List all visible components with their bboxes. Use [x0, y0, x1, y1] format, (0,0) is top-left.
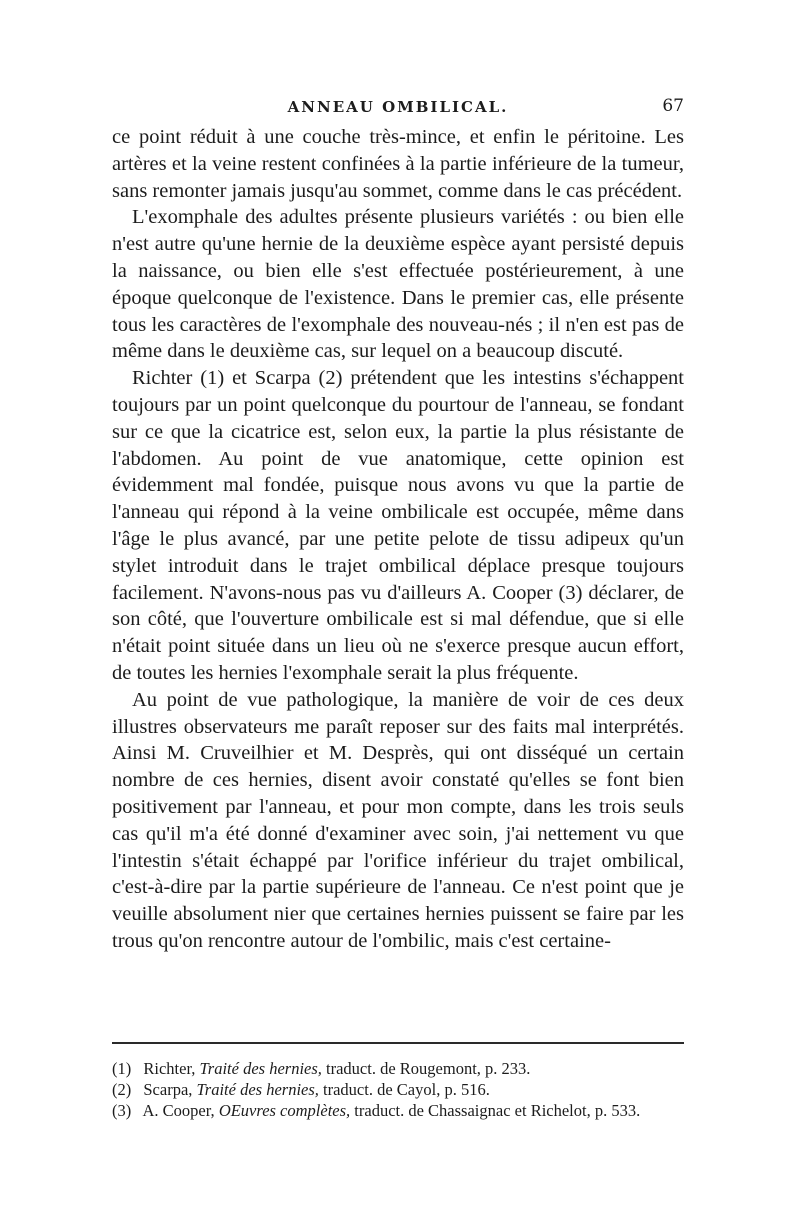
paragraph-2: L'exomphale des adultes présente plusieurs variétés : ou bien elle n'est autre qu'une hernie de la deuxième espèce ayant persisté depuis la naissance, ou bien elle s'est effectuée postérieurement, à une époque quelconque de l'existence. Dans le premier cas, elle présente tous les caractères de l'exomphale des nouveau-nés ; il n'en est pas de même dans le deuxième cas, sur lequel on a beaucoup discuté.	[112, 206, 684, 363]
paragraph-4: Au point de vue pathologique, la manière de voir de ces deux illustres observateurs me paraît reposer sur des faits mal interprétés. Ainsi M. Cruveilhier et M. Desprès, qui ont disséqué un certain nombre de ces hernies, disent avoir constaté qu'elles se font bien positivement par l'anneau, et pour mon compte, dans les trois seuls cas qu'il m'a été donné d'examiner avec soin, j'ai nettement vu que l'intestin s'était échappé par l'orifice inférieur du trajet ombilical, c'est-à-dire par la partie supérieure de l'anneau. Ce n'est point que je veuille absolument nier que certaines hernies puissent se faire par les trous qu'on rencontre autour de l'ombilic, mais c'est certaine-	[112, 688, 684, 952]
footnote-author: Scarpa,	[143, 1080, 193, 1099]
footnote-number: (1)	[112, 1059, 132, 1078]
footnote-number: (3)	[112, 1101, 132, 1120]
footnote-title: Traité des hernies,	[196, 1080, 319, 1099]
footnote-1	[112, 1058, 684, 1079]
footnote-title: Traité des hernies,	[199, 1059, 322, 1078]
footnote-3	[112, 1100, 684, 1121]
running-title: ANNEAU OMBILICAL.	[287, 98, 509, 116]
page-number: 67	[662, 96, 684, 116]
footnote-title: OEuvres complètes,	[218, 1101, 351, 1120]
footnotes	[112, 1058, 684, 1121]
footnote-2	[112, 1079, 684, 1100]
footnote-reference: traduct. de Chassaignac et Richelot, p. 533.	[354, 1101, 641, 1120]
footnote-reference: traduct. de Rougemont, p. 233.	[326, 1059, 531, 1078]
footnote-rule	[112, 1042, 684, 1044]
paragraph-3: Richter (1) et Scarpa (2) prétendent que les intestins s'échappent toujours par un point quelconque du pourtour de l'anneau, se fondant sur ce que la cicatrice est, selon eux, la partie la plus résistante de l'abdomen. Au point de vue anatomique, cette opinion est évidemment mal fondée, puisque nous avons vu que la partie de l'anneau qui répond à la veine ombilicale est occupée, même dans l'âge le plus avancé, par une petite pelote de tissu adipeux qu'un stylet introduit dans le trajet ombilical déplace presque toujours facilement. N'avons-nous pas vu d'ailleurs A. Cooper (3) déclarer, de son côté, que l'ouverture ombilicale est si mal défendue, que si elle n'était point située dans un lieu où ne s'exerce presque aucun effort, de toutes les hernies l'exomphale serait la plus fréquente.	[112, 367, 684, 684]
footnote-reference: traduct. de Cayol, p. 516.	[323, 1080, 490, 1099]
running-head	[112, 96, 684, 120]
footnote-author: A. Cooper,	[142, 1101, 215, 1120]
paragraph-1: ce point réduit à une couche très-mince, et enfin le péritoine. Les artères et la veine restent confinées à la partie inférieure de la tumeur, sans remonter jamais jusqu'au sommet, comme dans le cas précédent.	[112, 126, 684, 202]
footnote-number: (2)	[112, 1080, 132, 1099]
footnote-author: Richter,	[143, 1059, 196, 1078]
body-text	[112, 124, 684, 955]
